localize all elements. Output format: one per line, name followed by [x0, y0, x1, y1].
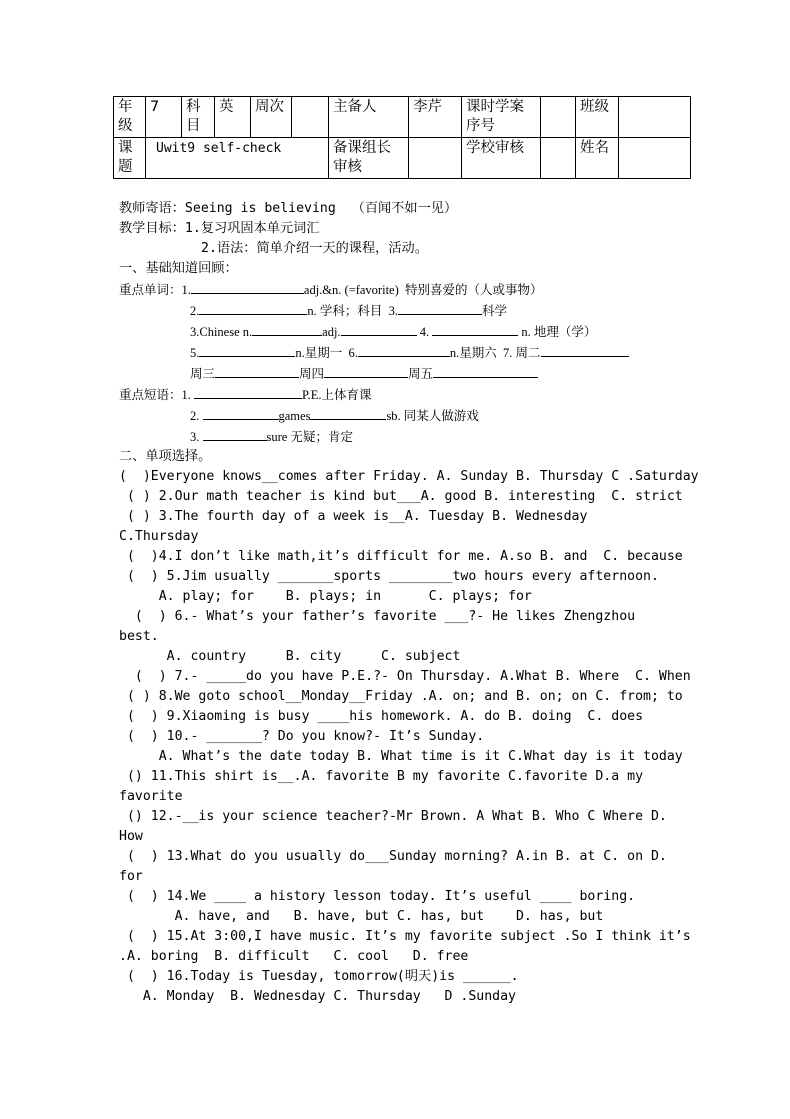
mcq-line: ( ) 8.We goto school__Monday__Friday .A. on; and B. on; on C. from; to [119, 689, 683, 704]
school-review-label: 学校审核 [462, 138, 541, 179]
mcq-line: A. play; for B. plays; in C. plays; for [119, 589, 532, 604]
header-row-1 [114, 97, 691, 138]
subject-label: 科目 [182, 97, 215, 138]
key-words-line-4: 5. n.星期一 6. n.星期六 7. 周二 [190, 343, 629, 363]
header-row-2 [114, 138, 691, 179]
week-value [292, 97, 329, 138]
preparer-value: 李芹 [409, 97, 462, 138]
grade-value: 7 [146, 97, 182, 138]
header-table [113, 96, 691, 179]
week-label: 周次 [251, 97, 292, 138]
section-2-heading: 二、单项选择。 [119, 449, 212, 464]
group-review-label: 备课组长审核 [329, 138, 409, 179]
key-words-line-3: 3.Chinese n. adj. 4. n. 地理（学） [190, 325, 597, 339]
phrase-blank-2a[interactable] [203, 407, 279, 420]
blank-4[interactable] [432, 323, 518, 336]
key-phrases-label: 重点短语： [119, 388, 182, 402]
blank-6[interactable] [358, 344, 450, 357]
teaching-goal-2: 2.语法：简单介绍一天的课程，活动。 [201, 241, 428, 256]
mcq-line: best. [119, 629, 159, 644]
mcq-line: ( )Everyone knows__comes after Friday. A. Sunday B. Thursday C .Saturday [119, 469, 699, 484]
mcq-line: ( ) 6.- What’s your father’s favorite ___?- He likes Zhengzhou [119, 609, 636, 624]
mcq-line: ( ) 14.We ____ a history lesson today. It’s useful ____ boring. [119, 889, 636, 904]
mcq-line: .A. boring B. difficult C. cool D. free [119, 949, 469, 964]
mcq-line: A. Monday B. Wednesday C. Thursday D .Sunday [119, 989, 516, 1004]
blank-2[interactable] [199, 302, 307, 315]
name-label: 姓名 [576, 138, 619, 179]
key-words-line-5: 周三 周四 周五 [190, 364, 538, 384]
class-label: 班级 [576, 97, 619, 138]
key-phrases-line-2: 2. games sb. 同某人做游戏 [190, 409, 479, 423]
mcq-line: ( ) 10.- _______? Do you know?- It’s Sunday. [119, 729, 485, 744]
mcq-line: ( ) 2.Our math teacher is kind but___A. good B. interesting C. strict [119, 489, 683, 504]
mcq-line: A. country B. city C. subject [119, 649, 461, 664]
class-value [619, 97, 691, 138]
blank-1[interactable] [191, 281, 304, 294]
blank-chinese-adj[interactable] [341, 323, 417, 336]
mcq-line: () 12.-__is your science teacher?-Mr Brown. A What B. Who C Where D. [119, 809, 667, 824]
mcq-line: ( )4.I don’t like math,it’s difficult for me. A.so B. and C. because [119, 549, 683, 564]
subject-value: 英 [215, 97, 251, 138]
mcq-line: ( ) 9.Xiaoming is busy ____his homework. A. do B. doing C. does [119, 709, 644, 724]
mcq-line: () 11.This shirt is__.A. favorite B my favorite C.favorite D.a my [119, 769, 644, 784]
key-words-line-2: 2. n. 学科；科目 3. 科学 [190, 304, 508, 318]
mcq-line: ( ) 7.- _____do you have P.E.?- On Thursday. A.What B. Where C. When [119, 669, 691, 684]
mcq-line: ( ) 5.Jim usually _______sports ________two hours every afternoon. [119, 569, 659, 584]
blank-thursday[interactable] [324, 365, 408, 378]
school-review-value [541, 138, 576, 179]
blank-chinese-n[interactable] [252, 323, 322, 336]
key-phrases-line-1: 重点短语：1. P.E.上体育课 [119, 388, 372, 402]
lesson-number-value [541, 97, 576, 138]
mcq-line: A. have, and B. have, but C. has, but D. has, but [119, 909, 604, 924]
blank-5[interactable] [199, 344, 295, 357]
name-value [619, 138, 691, 179]
group-review-value [409, 138, 462, 179]
key-phrases-line-3: 3. sure 无疑；肯定 [190, 430, 353, 444]
section-1-heading: 一、基础知道回顾： [119, 261, 238, 276]
grade-label: 年级 [114, 97, 146, 138]
mcq-line: ( ) 16.Today is Tuesday, tomorrow(明天)is ______. [119, 969, 519, 984]
phrase-blank-2b[interactable] [310, 407, 386, 420]
topic-label: 课题 [114, 138, 146, 179]
blank-wednesday[interactable] [215, 365, 299, 378]
key-words-line-1: 重点单词：1. adj.&n. (=favorite) 特别喜爱的（人或事物） [119, 283, 543, 297]
preparer-label: 主备人 [329, 97, 409, 138]
mcq-line: ( ) 15.At 3:00,I have music. It’s my favorite subject .So I think it’s [119, 929, 691, 944]
mcq-line: C.Thursday [119, 529, 199, 544]
blank-tuesday[interactable] [541, 344, 629, 357]
topic-value: Uwit9 self-check [146, 138, 329, 179]
blank-3[interactable] [398, 302, 482, 315]
teaching-goal-1: 教学目标：1.复习巩固本单元词汇 [119, 221, 320, 236]
lesson-number-label: 课时学案序号 [462, 97, 541, 138]
key-words-label: 重点单词： [119, 283, 182, 297]
teacher-motto: 教师寄语：Seeing is believing （百闻不如一见） [119, 201, 458, 216]
phrase-blank-1[interactable] [194, 386, 302, 399]
mcq-line: A. What’s the date today B. What time is it C.What day is it today [119, 749, 683, 764]
mcq-line: ( ) 13.What do you usually do___Sunday morning? A.in B. at C. on D. [119, 849, 667, 864]
mcq-line: ( ) 3.The fourth day of a week is__A. Tuesday B. Wednesday [119, 509, 588, 524]
mcq-line: for [119, 869, 143, 884]
mcq-line: favorite [119, 789, 183, 804]
phrase-blank-3[interactable] [203, 428, 267, 441]
blank-friday[interactable] [433, 365, 538, 378]
mcq-line: How [119, 829, 143, 844]
